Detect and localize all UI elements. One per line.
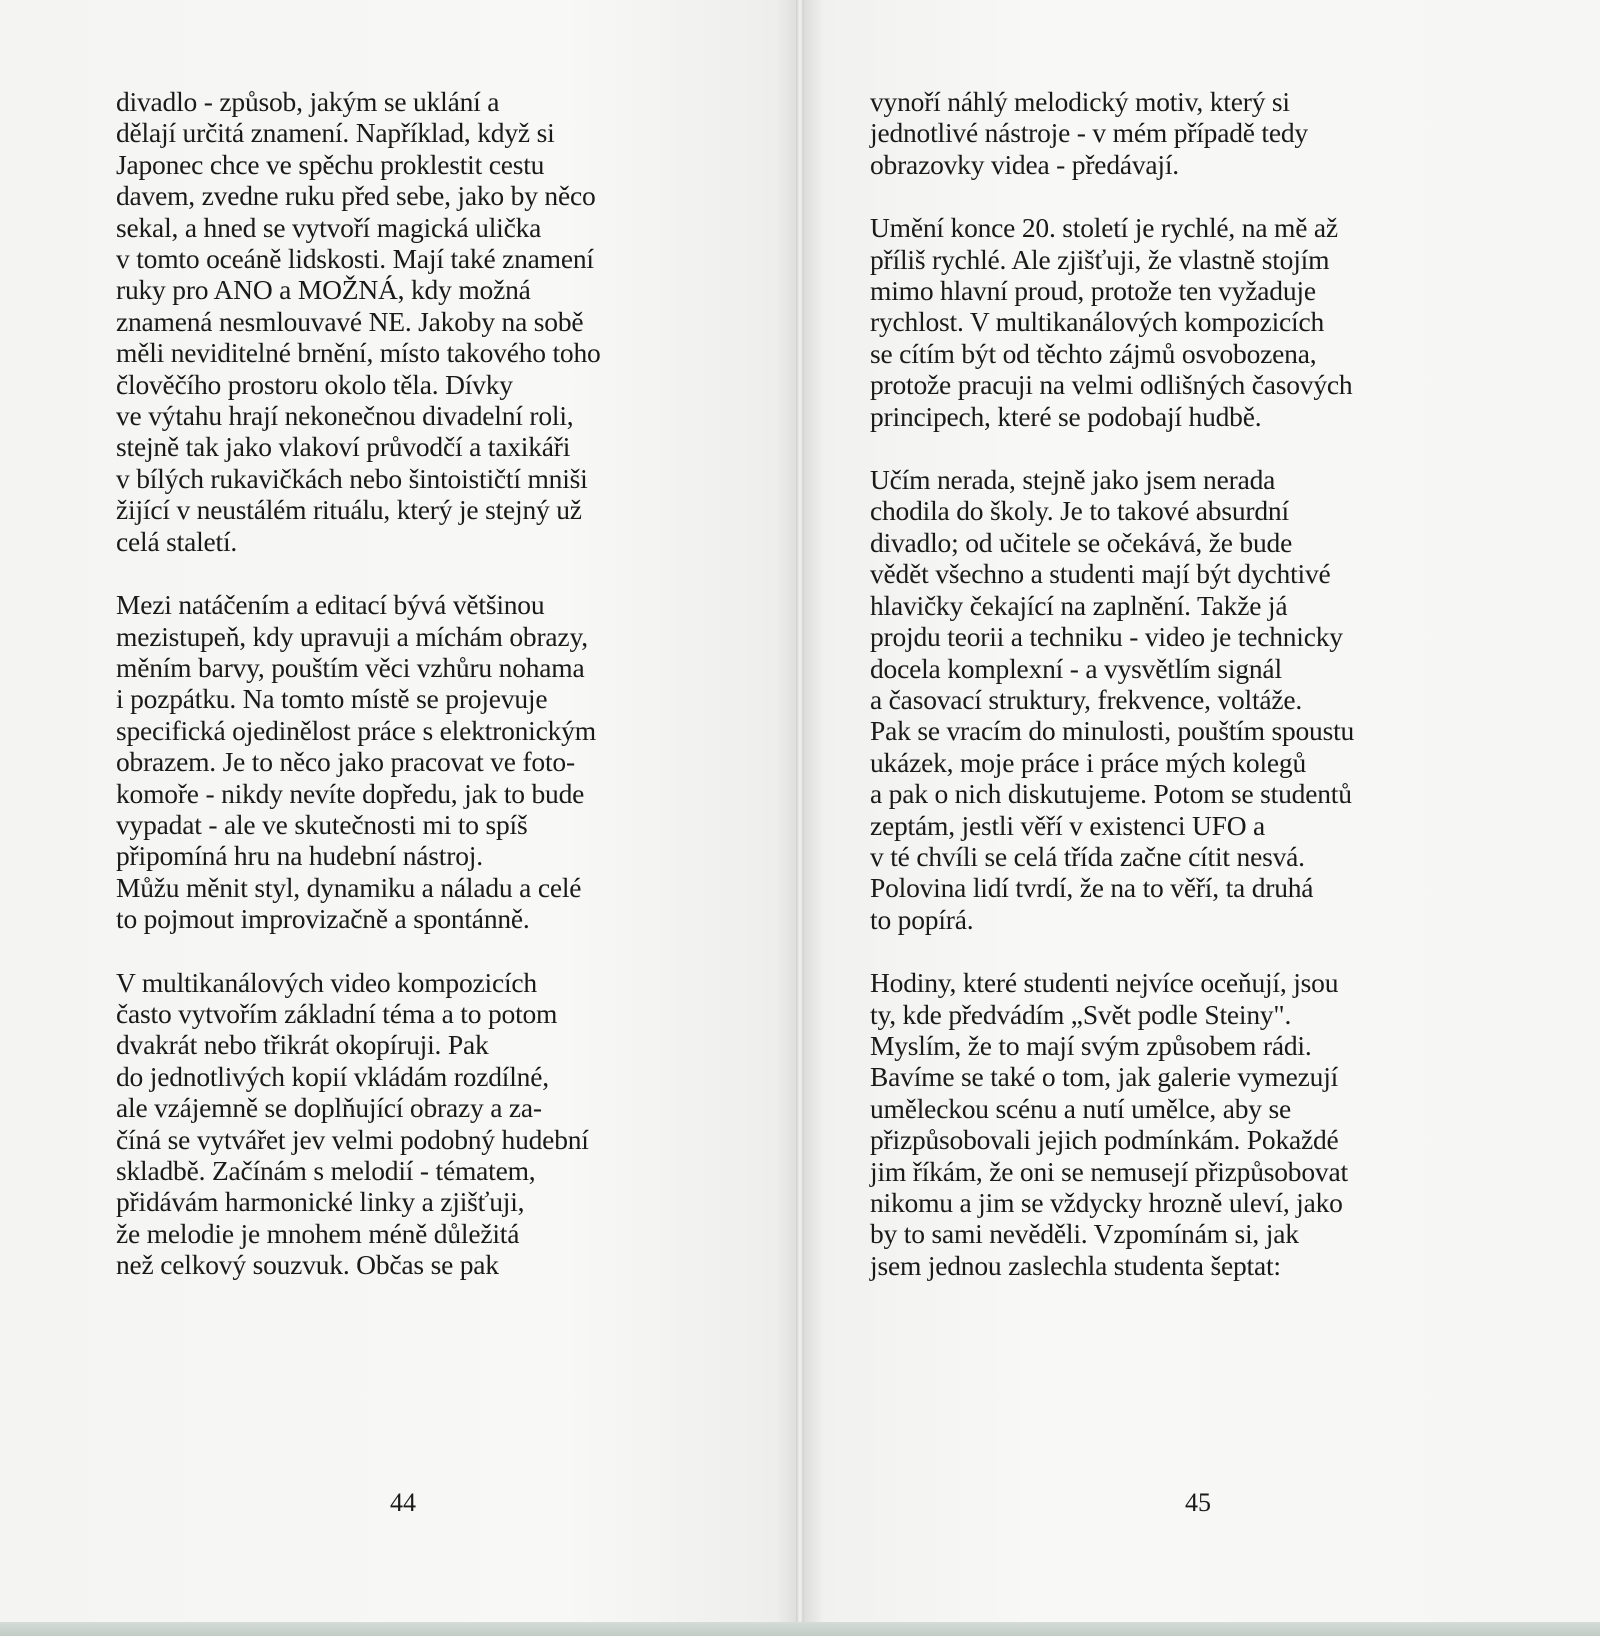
- page-number: 44: [390, 1488, 416, 1517]
- paragraph: V multikanálových video kompozicích často vytvořím základní téma a to potom dvakrát nebo třikrát okopíruji. Pak do jednotlivých kopií vkládám rozdílné, ale vzájemně se doplňující obrazy a za- číná se vytvářet jev velmi podobný hudební skladbě. Začínám s melodií - tématem, přidávám harmonické linky a zjišťuji, že melodie je mnohem méně důležitá než celkový souzvuk. Občas se pak: [116, 966, 589, 1281]
- paragraph: Učím nerada, stejně jako jsem nerada chodila do školy. Je to takové absurdní divadlo; od učitele se očekává, že bude vědět všechno a studenti mají být dychtivé hlavičky čekající na zaplnění. Takže já projdu teorii a techniku - video je technicky docela komplexní - a vysvětlím signál a časovací struktury, frekvence, voltáže. Pak se vracím do minulosti, pouštím spoustu ukázek, moje práce i práce mých kolegů a pak o nich diskutujeme. Potom se studentů zeptám, jestli věří v existenci UFO a v té chvíli se celá třída začne cítit nesvá. Polovina lidí tvrdí, že na to věří, ta druhá to popírá.: [870, 464, 1355, 935]
- paragraph: Umění konce 20. století je rychlé, na mě až příliš rychlé. Ale zjišťuji, že vlastně stojím mimo hlavní proud, protože ten vyžaduje rychlost. V multikanálových kompozicích se cítím být od těchto zájmů osvobozena, protože pracuji na velmi odlišných časových principech, které se podobají hudbě.: [870, 212, 1353, 432]
- right-page: [800, 0, 1600, 1636]
- book-gutter: [796, 0, 804, 1636]
- background-strip: [0, 1622, 1600, 1636]
- left-page-text: [116, 86, 716, 1313]
- paragraph: Hodiny, které studenti nejvíce oceňují, jsou ty, kde předvádím „Svět podle Steiny". Myslím, že to mají svým způsobem rádi. Bavíme se také o tom, jak galerie vymezují uměleckou scénu a nutí umělce, aby se přizpůsobovali jejich podmínkám. Pokaždé jim říkám, že oni se nemusejí přizpůsobovat nikomu a jim se vždycky hrozně uleví, jako by to sami nevěděli. Vzpomínám si, jak jsem jednou zaslechla studenta šeptat:: [870, 967, 1348, 1281]
- paragraph: divadlo - způsob, jakým se uklání a dělají určitá znamení. Například, když si Japonec chce ve spěchu proklestit cestu davem, zvedne ruku před sebe, jako by něco sekal, a hned se vytvoří magická ulička v tomto oceáně lidskosti. Mají také znamení ruky pro ANO a MOŽNÁ, kdy možná znamená nesmlouvavé NE. Jakoby na sobě měli neviditelné brnění, místo takového toho člověčího prostoru okolo těla. Dívky ve výtahu hrají nekonečnou divadelní roli, stejně tak jako vlakoví průvodčí a taxikáři v bílých rukavičkách nebo šintoističtí mniši žijící v neustálém rituálu, který je stejný už celá staletí.: [116, 86, 601, 557]
- right-page-text: [870, 86, 1470, 1313]
- paragraph: Mezi natáčením a editací bývá většinou mezistupeň, kdy upravuji a míchám obrazy, měním barvy, pouštím věci vzhůru nohama i pozpátku. Na tomto místě se projevuje specifická ojedinělost práce s elektronickým obrazem. Je to něco jako pracovat ve foto- komoře - nikdy nevíte dopředu, jak to bude vypadat - ale ve skutečnosti mi to spíš připomíná hru na hudební nástroj. Můžu měnit styl, dynamiku a náladu a celé to pojmout improvizačně a spontánně.: [116, 589, 596, 935]
- page-number: 45: [1185, 1488, 1211, 1517]
- paragraph: vynoří náhlý melodický motiv, který si jednotlivé nástroje - v mém případě tedy obrazovky videa - předávají.: [870, 86, 1308, 180]
